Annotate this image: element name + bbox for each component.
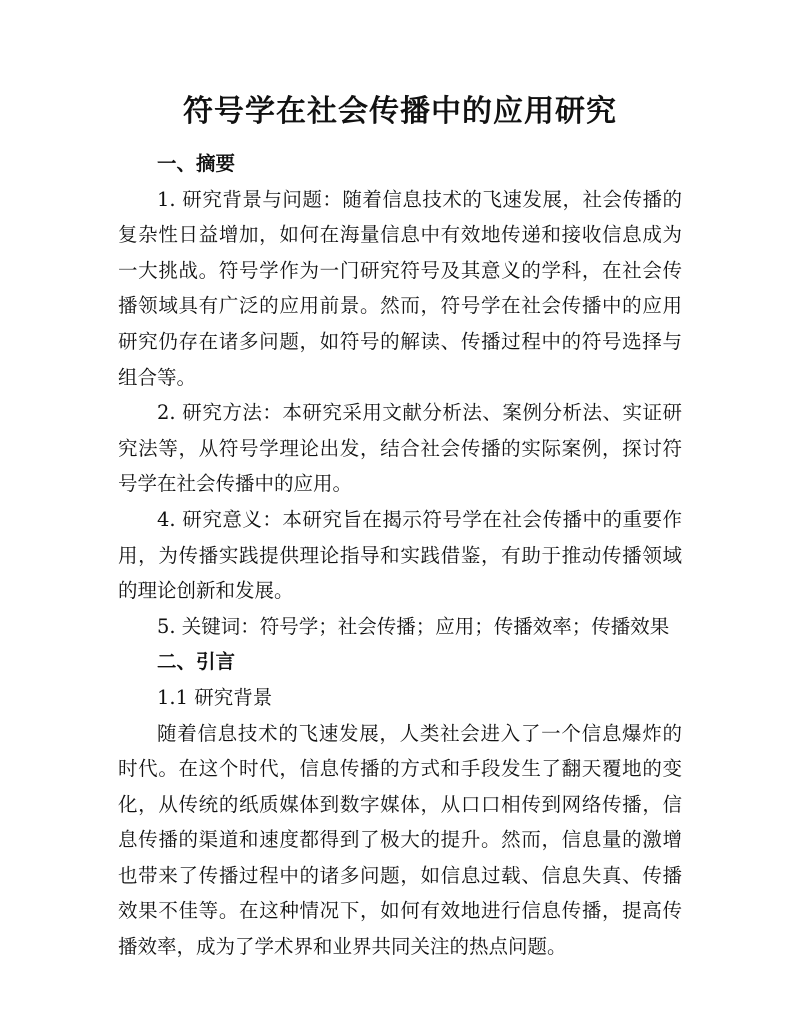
- paragraph-intro-background: 随着信息技术的飞速发展，人类社会进入了一个信息爆炸的时代。在这个时代，信息传播的方式和手段发生了翻天覆地的变化，从传统的纸质媒体到数字媒体，从口口相传到网络传播，信息传播的渠道和速度都得到了极大的提升。然而，信息量的激增也带来了传播过程中的诸多问题，如信息过载、信息失真、传播效果不佳等。在这种情况下，如何有效地进行信息传播，提高传播效率，成为了学术界和业界共同关注的热点问题。: [118, 721, 682, 959]
- page-title: 符号学在社会传播中的应用研究: [183, 94, 617, 129]
- paragraph-methods: 2. 研究方法：本研究采用文献分析法、案例分析法、实证研究法等，从符号学理论出发，结合社会传播的实际案例，探讨符号学在社会传播中的应用。: [118, 401, 682, 496]
- paragraph-background: 1. 研究背景与问题：随着信息技术的飞速发展，社会传播的复杂性日益增加，如何在海量信息中有效地传递和接收信息成为一大挑战。符号学作为一门研究符号及其意义的学科，在社会传播领域具有广泛的应用前景。然而，符号学在社会传播中的应用研究仍存在诸多问题，如符号的解读、传播过程中的符号选择与组合等。: [118, 187, 682, 389]
- document-body: [118, 146, 682, 965]
- paragraph-significance: 4. 研究意义：本研究旨在揭示符号学在社会传播中的重要作用，为传播实践提供理论指导和实践借鉴，有助于推动传播领域的理论创新和发展。: [118, 507, 682, 603]
- paragraph-keywords: 5. 关键词：符号学；社会传播；应用；传播效率；传播效果: [157, 614, 670, 638]
- subsection-heading-background: 1.1 研究背景: [157, 685, 273, 709]
- section-heading-abstract: 一、摘要: [157, 152, 236, 175]
- section-heading-intro: 二、引言: [157, 650, 236, 674]
